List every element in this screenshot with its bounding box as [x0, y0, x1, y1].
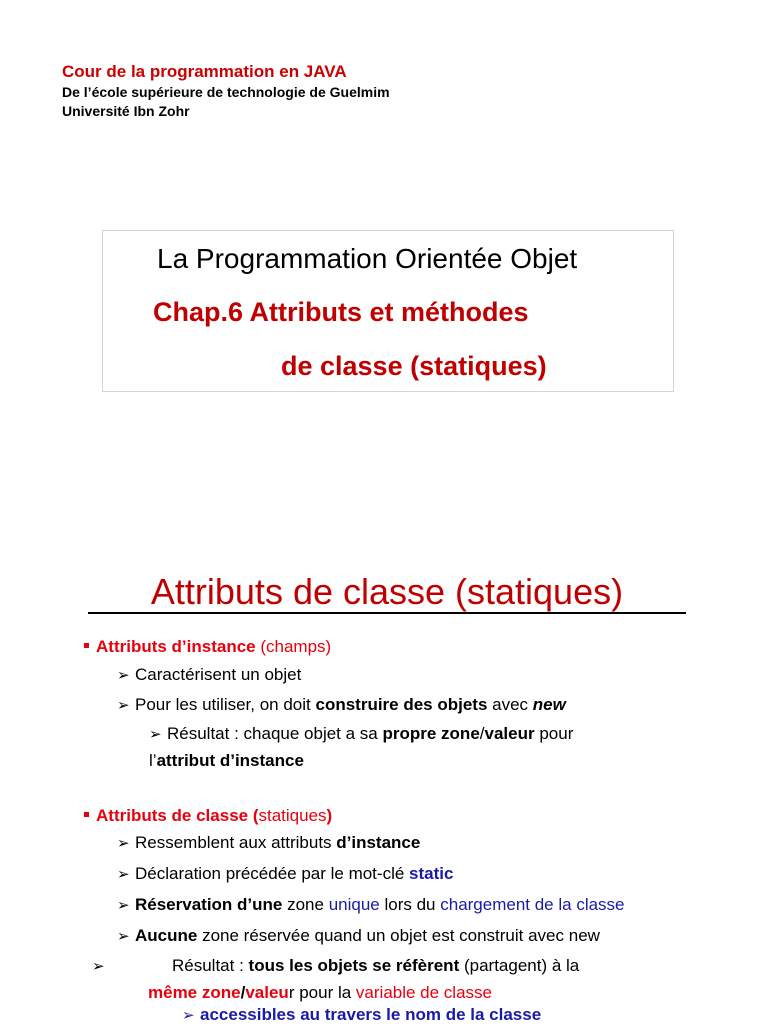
arrow-bullet-icon: ➢: [117, 835, 130, 852]
list-item: ➢ Réservation d’une zone unique lors du chargement de la classe: [117, 894, 625, 917]
arrow-bullet-icon: ➢: [117, 897, 130, 914]
list-item: ➢ Résultat : tous les objets se réfèrent (partagent) à la: [92, 955, 579, 978]
list-item: ➢ accessibles au travers le nom de la classe: [182, 1004, 541, 1027]
university-name: Université Ibn Zohr: [62, 103, 190, 119]
arrow-bullet-icon: ➢: [117, 866, 130, 883]
chapter-title-line1: Chap.6 Attributs et méthodes: [153, 297, 529, 327]
list-item: ➢ Pour les utiliser, on doit construire des objets avec new: [117, 694, 566, 717]
school-name: De l’école supérieure de technologie de Guelmim: [62, 84, 390, 100]
list-item: ➢ Ressemblent aux attributs d’instance: [117, 832, 420, 855]
arrow-bullet-icon: ➢: [92, 958, 105, 975]
arrow-bullet-icon: ➢: [117, 928, 130, 945]
class-heading: Attributs de classe (statiques): [84, 805, 332, 827]
arrow-bullet-icon: ➢: [182, 1007, 195, 1024]
list-item: ➢ Résultat : chaque objet a sa propre zone/valeur pour: [149, 723, 573, 746]
subject-title: La Programmation Orientée Objet: [157, 243, 578, 274]
section-title: Attributs de classe (statiques): [88, 572, 686, 614]
arrow-bullet-icon: ➢: [149, 726, 162, 743]
square-bullet-icon: [84, 643, 89, 648]
list-item: ➢ Caractérisent un objet: [117, 664, 301, 687]
list-item: ➢ Aucune zone réservée quand un objet est construit avec new: [117, 925, 600, 948]
chapter-title-line2: de classe (statiques): [281, 351, 547, 381]
course-title: Cour de la programmation en JAVA: [62, 62, 347, 81]
list-item-continuation: même zone/valeur pour la variable de classe: [148, 983, 492, 1002]
title-box: [102, 230, 674, 392]
arrow-bullet-icon: ➢: [117, 667, 130, 684]
instance-heading: Attributs d’instance (champs): [84, 636, 331, 658]
list-item: ➢ Déclaration précédée par le mot-clé static: [117, 863, 453, 886]
arrow-bullet-icon: ➢: [117, 697, 130, 714]
list-item-continuation: l’attribut d’instance: [149, 751, 304, 770]
square-bullet-icon: [84, 812, 89, 817]
